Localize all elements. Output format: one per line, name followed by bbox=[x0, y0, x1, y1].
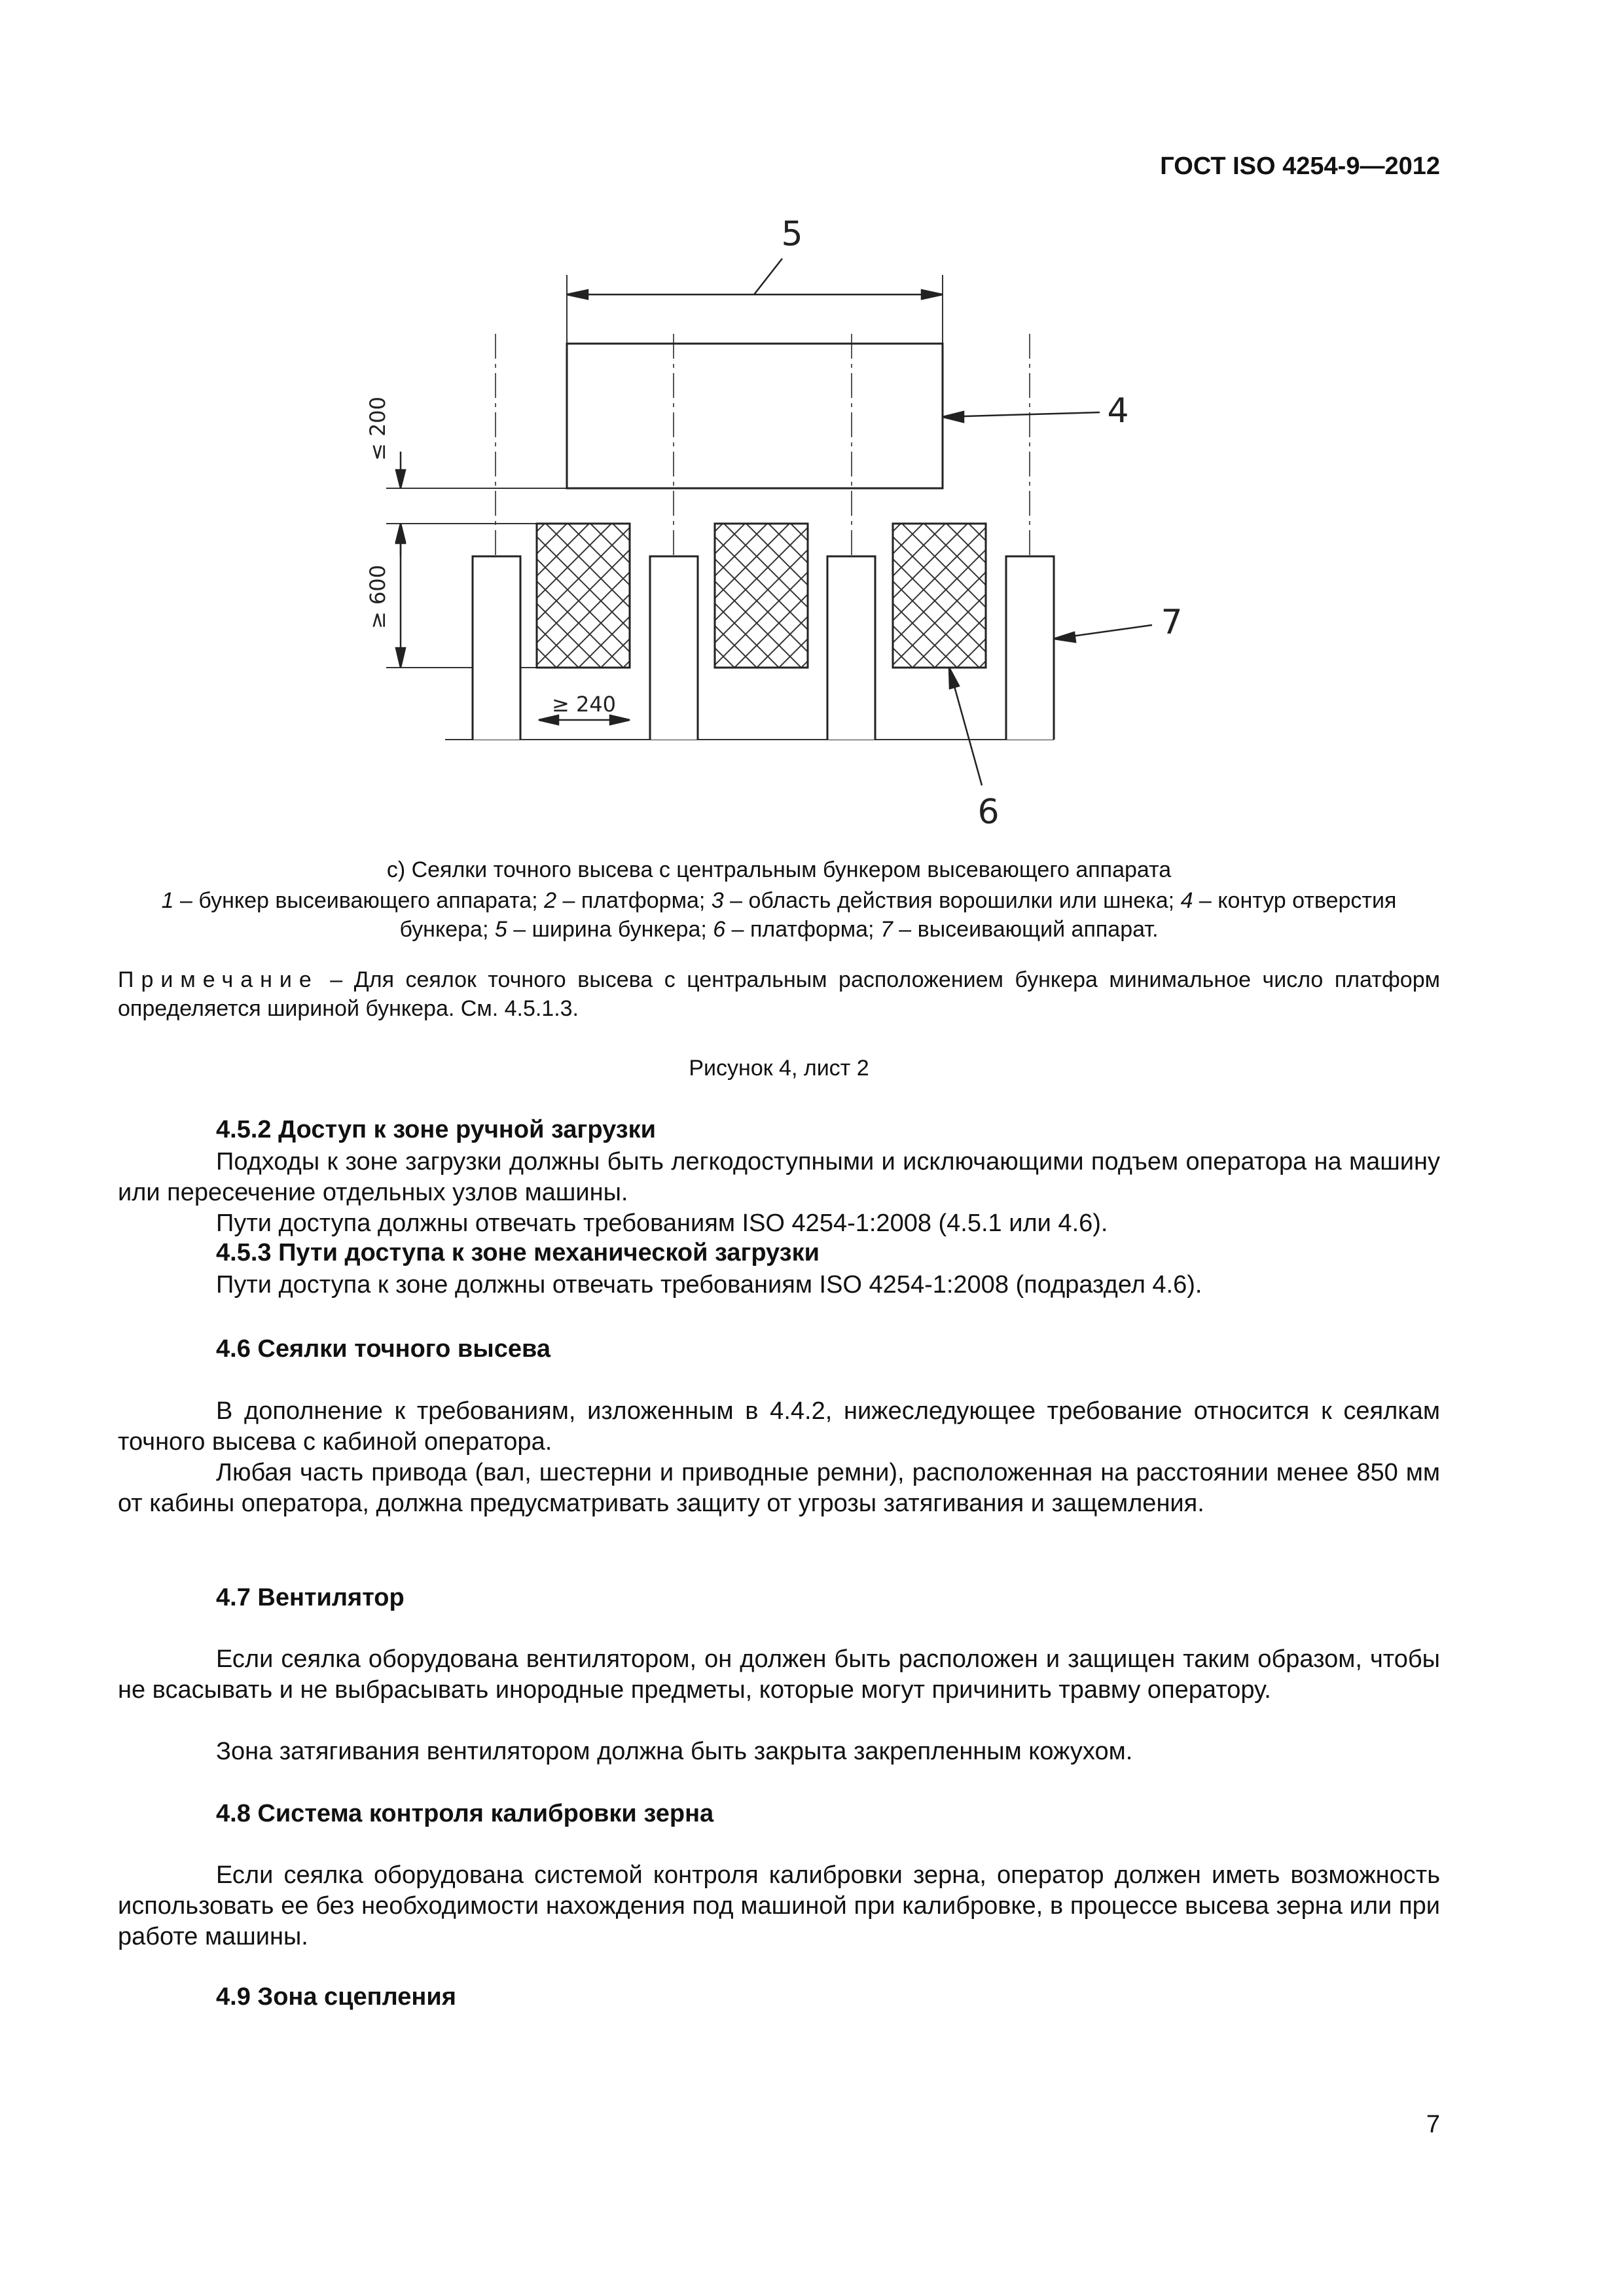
heading-4-7: 4.7 Вентилятор bbox=[216, 1584, 405, 1611]
legend-num-2: 2 bbox=[544, 888, 557, 913]
paragraph-4-5-2-2: Пути доступа должны отвечать требованиям ISO 4254-1:2008 (4.5.1 или 4.6). bbox=[216, 1210, 1108, 1237]
page-number: 7 bbox=[1426, 2111, 1440, 2138]
legend-text-7: – высеивающий аппарат. bbox=[892, 917, 1159, 942]
callout-4: 4 bbox=[1107, 391, 1129, 431]
note bbox=[118, 965, 1440, 1023]
paragraph-4-5-3-1: Пути доступа к зоне должны отвечать требованиям ISO 4254-1:2008 (подраздел 4.6). bbox=[216, 1271, 1202, 1299]
hopper-platform-diagram bbox=[0, 0, 1624, 851]
callout-6: 6 bbox=[977, 793, 1000, 832]
legend-num-1: 1 bbox=[161, 888, 174, 913]
legend-num-3: 3 bbox=[711, 888, 724, 913]
note-text: – Для сеялок точного высева с центральным расположением бункера минимальное число платформ определяется шириной бункера. См. 4.5.1.3. bbox=[118, 967, 1440, 1021]
legend-num-7: 7 bbox=[880, 917, 893, 942]
paragraph-4-8-1: Если сеялка оборудована системой контроля калибровки зерна, оператор должен иметь возможность использовать ее без необходимости нахождения под машиной при калибровке, в процессе высева зерна или при работе машины. bbox=[118, 1861, 1440, 1950]
callout-5: 5 bbox=[781, 215, 803, 254]
paragraph-4-7-1: Если сеялка оборудована вентилятором, он должен быть расположен и защищен таким образом, чтобы не всасывать и не выбрасывать инородные предметы, которые могут причинить травму оператору. bbox=[118, 1645, 1440, 1704]
paragraph-4-5-2-1: Подходы к зоне загрузки должны быть легкодоступными и исключающими подъем оператора на машину или пересечение отдельных узлов машины. bbox=[118, 1148, 1440, 1206]
legend-text-6: – платформа; bbox=[725, 917, 880, 942]
heading-4-6: 4.6 Сеялки точного высева bbox=[216, 1335, 550, 1363]
callout-7: 7 bbox=[1161, 603, 1183, 642]
dim-ge600: ≥ 600 bbox=[365, 564, 390, 630]
paragraph-4-6-2: Любая часть привода (вал, шестерни и приводные ремни), расположенная на расстоянии менее 850 мм от кабины оператора, должна предусматривать защиту от угрозы затягивания и защемления. bbox=[118, 1459, 1440, 1517]
legend-text-1: – бункер высеивающего аппарата; bbox=[173, 888, 545, 913]
heading-4-8: 4.8 Система контроля калибровки зерна bbox=[216, 1800, 714, 1827]
document-code: ГОСТ ISO 4254-9—2012 bbox=[1160, 152, 1440, 180]
figure-title: Рисунок 4, лист 2 bbox=[689, 1056, 869, 1081]
legend-text-4: – контур отверстия бункера; bbox=[399, 888, 1397, 942]
legend-text-5: – ширина бункера; bbox=[507, 917, 713, 942]
legend-num-6: 6 bbox=[713, 917, 726, 942]
agitator-zones bbox=[537, 524, 986, 668]
dim-le200: ≤ 200 bbox=[365, 396, 390, 461]
legend-text-2: – платформа; bbox=[556, 888, 712, 913]
heading-4-9: 4.9 Зона сцепления bbox=[216, 1983, 456, 2011]
legend-num-4: 4 bbox=[1180, 888, 1193, 913]
hopper-outline bbox=[567, 344, 943, 488]
figure-legend bbox=[118, 886, 1440, 944]
heading-4-5-2: 4.5.2 Доступ к зоне ручной загрузки bbox=[216, 1116, 656, 1143]
heading-4-5-3: 4.5.3 Пути доступа к зоне механической загрузки bbox=[216, 1239, 820, 1266]
legend-text-3: – область действия ворошилки или шнека; bbox=[723, 888, 1181, 913]
dim-ge240: ≥ 240 bbox=[551, 692, 617, 717]
paragraph-4-6-1: В дополнение к требованиям, изложенным в 4.4.2, нижеследующее требование относится к сеялкам точного высева с кабиной оператора. bbox=[118, 1397, 1440, 1456]
note-label: Примечание bbox=[118, 967, 319, 992]
legend-num-5: 5 bbox=[494, 917, 507, 942]
figure-subcaption: c) Сеялки точного высева с центральным бункером высевающего аппарата bbox=[386, 857, 1172, 882]
paragraph-4-7-2: Зона затягивания вентилятором должна быть закрыта закрепленным кожухом. bbox=[216, 1738, 1133, 1765]
